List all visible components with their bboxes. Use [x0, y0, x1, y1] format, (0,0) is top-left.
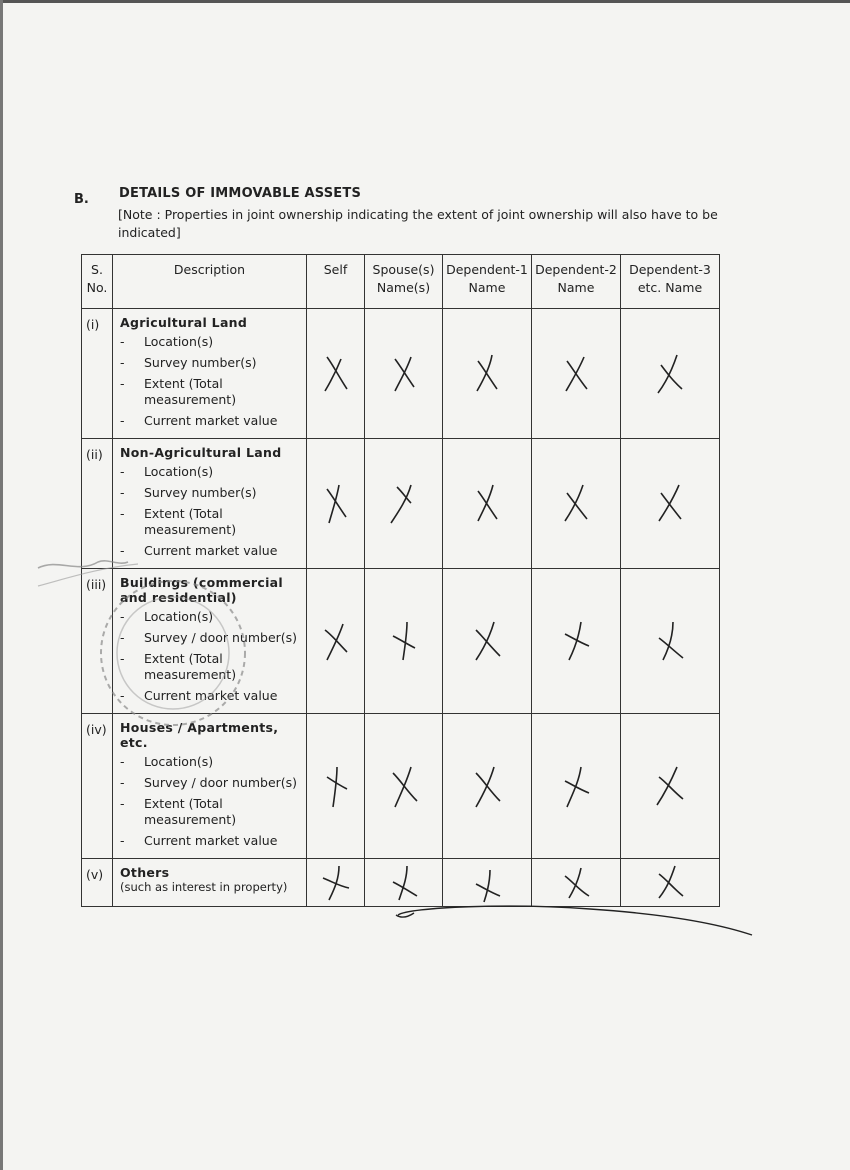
row-description: [113, 859, 307, 907]
header-spouse: Spouse(s) Name(s): [365, 255, 443, 309]
row-title: Non-Agricultural Land: [120, 445, 282, 460]
cell-dependent-3: [621, 569, 720, 714]
row-sno: (i): [82, 309, 113, 439]
cross-mark-icon: [559, 618, 593, 664]
row-item: - Extent (Total measurement): [120, 796, 302, 828]
cell-dependent-1: [443, 309, 532, 439]
table-row: [82, 714, 720, 859]
cross-mark-icon: [319, 351, 353, 397]
table-header-row: [82, 255, 720, 309]
signature-line: [390, 895, 760, 945]
row-sno: (iii): [82, 569, 113, 714]
row-item: - Current market value: [120, 688, 302, 704]
row-item: - Survey number(s): [120, 355, 302, 371]
cell-dependent-2: [532, 309, 621, 439]
cross-mark-icon: [319, 860, 353, 906]
row-sno: (v): [82, 859, 113, 907]
cell-dependent-1: [443, 569, 532, 714]
cell-dependent-1: [443, 714, 532, 859]
row-title: Buildings (commercial and residential): [120, 575, 283, 605]
row-description: [113, 714, 307, 859]
cell-spouse: [365, 569, 443, 714]
cell-dependent-1: [443, 439, 532, 569]
row-item: - Extent (Total measurement): [120, 376, 302, 408]
cross-mark-icon: [319, 481, 353, 527]
page-edge-left: [0, 0, 3, 1170]
cell-self: [307, 309, 365, 439]
page-edge-top: [0, 0, 850, 3]
cell-self: [307, 714, 365, 859]
cross-mark-icon: [559, 763, 593, 809]
section-title: DETAILS OF IMMOVABLE ASSETS: [119, 186, 362, 201]
row-item: - Location(s): [120, 754, 302, 770]
cell-self: [307, 569, 365, 714]
cross-mark-icon: [470, 481, 504, 527]
row-item: - Current market value: [120, 543, 302, 559]
cell-spouse: [365, 714, 443, 859]
section-note: [Note : Properties in joint ownership indicating the extent of joint ownership will also have to be indicated]: [118, 207, 718, 240]
cross-mark-icon: [387, 763, 421, 809]
cross-mark-icon: [653, 618, 687, 664]
cell-dependent-3: [621, 439, 720, 569]
cell-self: [307, 439, 365, 569]
row-title: Others: [120, 865, 170, 880]
cell-dependent-2: [532, 569, 621, 714]
cell-dependent-3: [621, 309, 720, 439]
cell-dependent-2: [532, 439, 621, 569]
table-row: [82, 309, 720, 439]
cell-spouse: [365, 439, 443, 569]
header-dependent-2: Dependent-2 Name: [532, 255, 621, 309]
row-item: - Location(s): [120, 334, 302, 350]
office-stamp: [28, 538, 268, 728]
cross-mark-icon: [470, 351, 504, 397]
header-sno: S. No.: [82, 255, 113, 309]
row-subtitle: (such as interest in property): [120, 880, 288, 894]
cell-spouse: [365, 309, 443, 439]
cross-mark-icon: [653, 351, 687, 397]
row-description: [113, 309, 307, 439]
section-letter: B.: [74, 192, 89, 207]
cross-mark-icon: [470, 618, 504, 664]
cross-mark-icon: [387, 351, 421, 397]
cross-mark-icon: [319, 618, 353, 664]
cell-dependent-3: [621, 714, 720, 859]
row-title: Agricultural Land: [120, 315, 248, 330]
cross-mark-icon: [559, 351, 593, 397]
row-item: - Survey / door number(s): [120, 630, 302, 646]
header-self: Self: [307, 255, 365, 309]
row-sno: (ii): [82, 439, 113, 569]
row-item: - Current market value: [120, 413, 302, 429]
row-item: - Survey / door number(s): [120, 775, 302, 791]
cross-mark-icon: [470, 763, 504, 809]
cross-mark-icon: [387, 618, 421, 664]
row-item: - Survey number(s): [120, 485, 302, 501]
cell-self: [307, 859, 365, 907]
cross-mark-icon: [653, 763, 687, 809]
row-item: - Extent (Total measurement): [120, 651, 302, 683]
header-dependent-1: Dependent-1 Name: [443, 255, 532, 309]
cross-mark-icon: [387, 481, 421, 527]
row-item: - Extent (Total measurement): [120, 506, 302, 538]
header-dependent-3: Dependent-3 etc. Name: [621, 255, 720, 309]
row-sno: (iv): [82, 714, 113, 859]
header-description: Description: [113, 255, 307, 309]
row-item: - Location(s): [120, 609, 302, 625]
cell-dependent-2: [532, 714, 621, 859]
row-item: - Location(s): [120, 464, 302, 480]
cross-mark-icon: [653, 481, 687, 527]
cross-mark-icon: [559, 481, 593, 527]
cross-mark-icon: [319, 763, 353, 809]
row-title: Houses / Apartments, etc.: [120, 720, 279, 750]
row-item: - Current market value: [120, 833, 302, 849]
